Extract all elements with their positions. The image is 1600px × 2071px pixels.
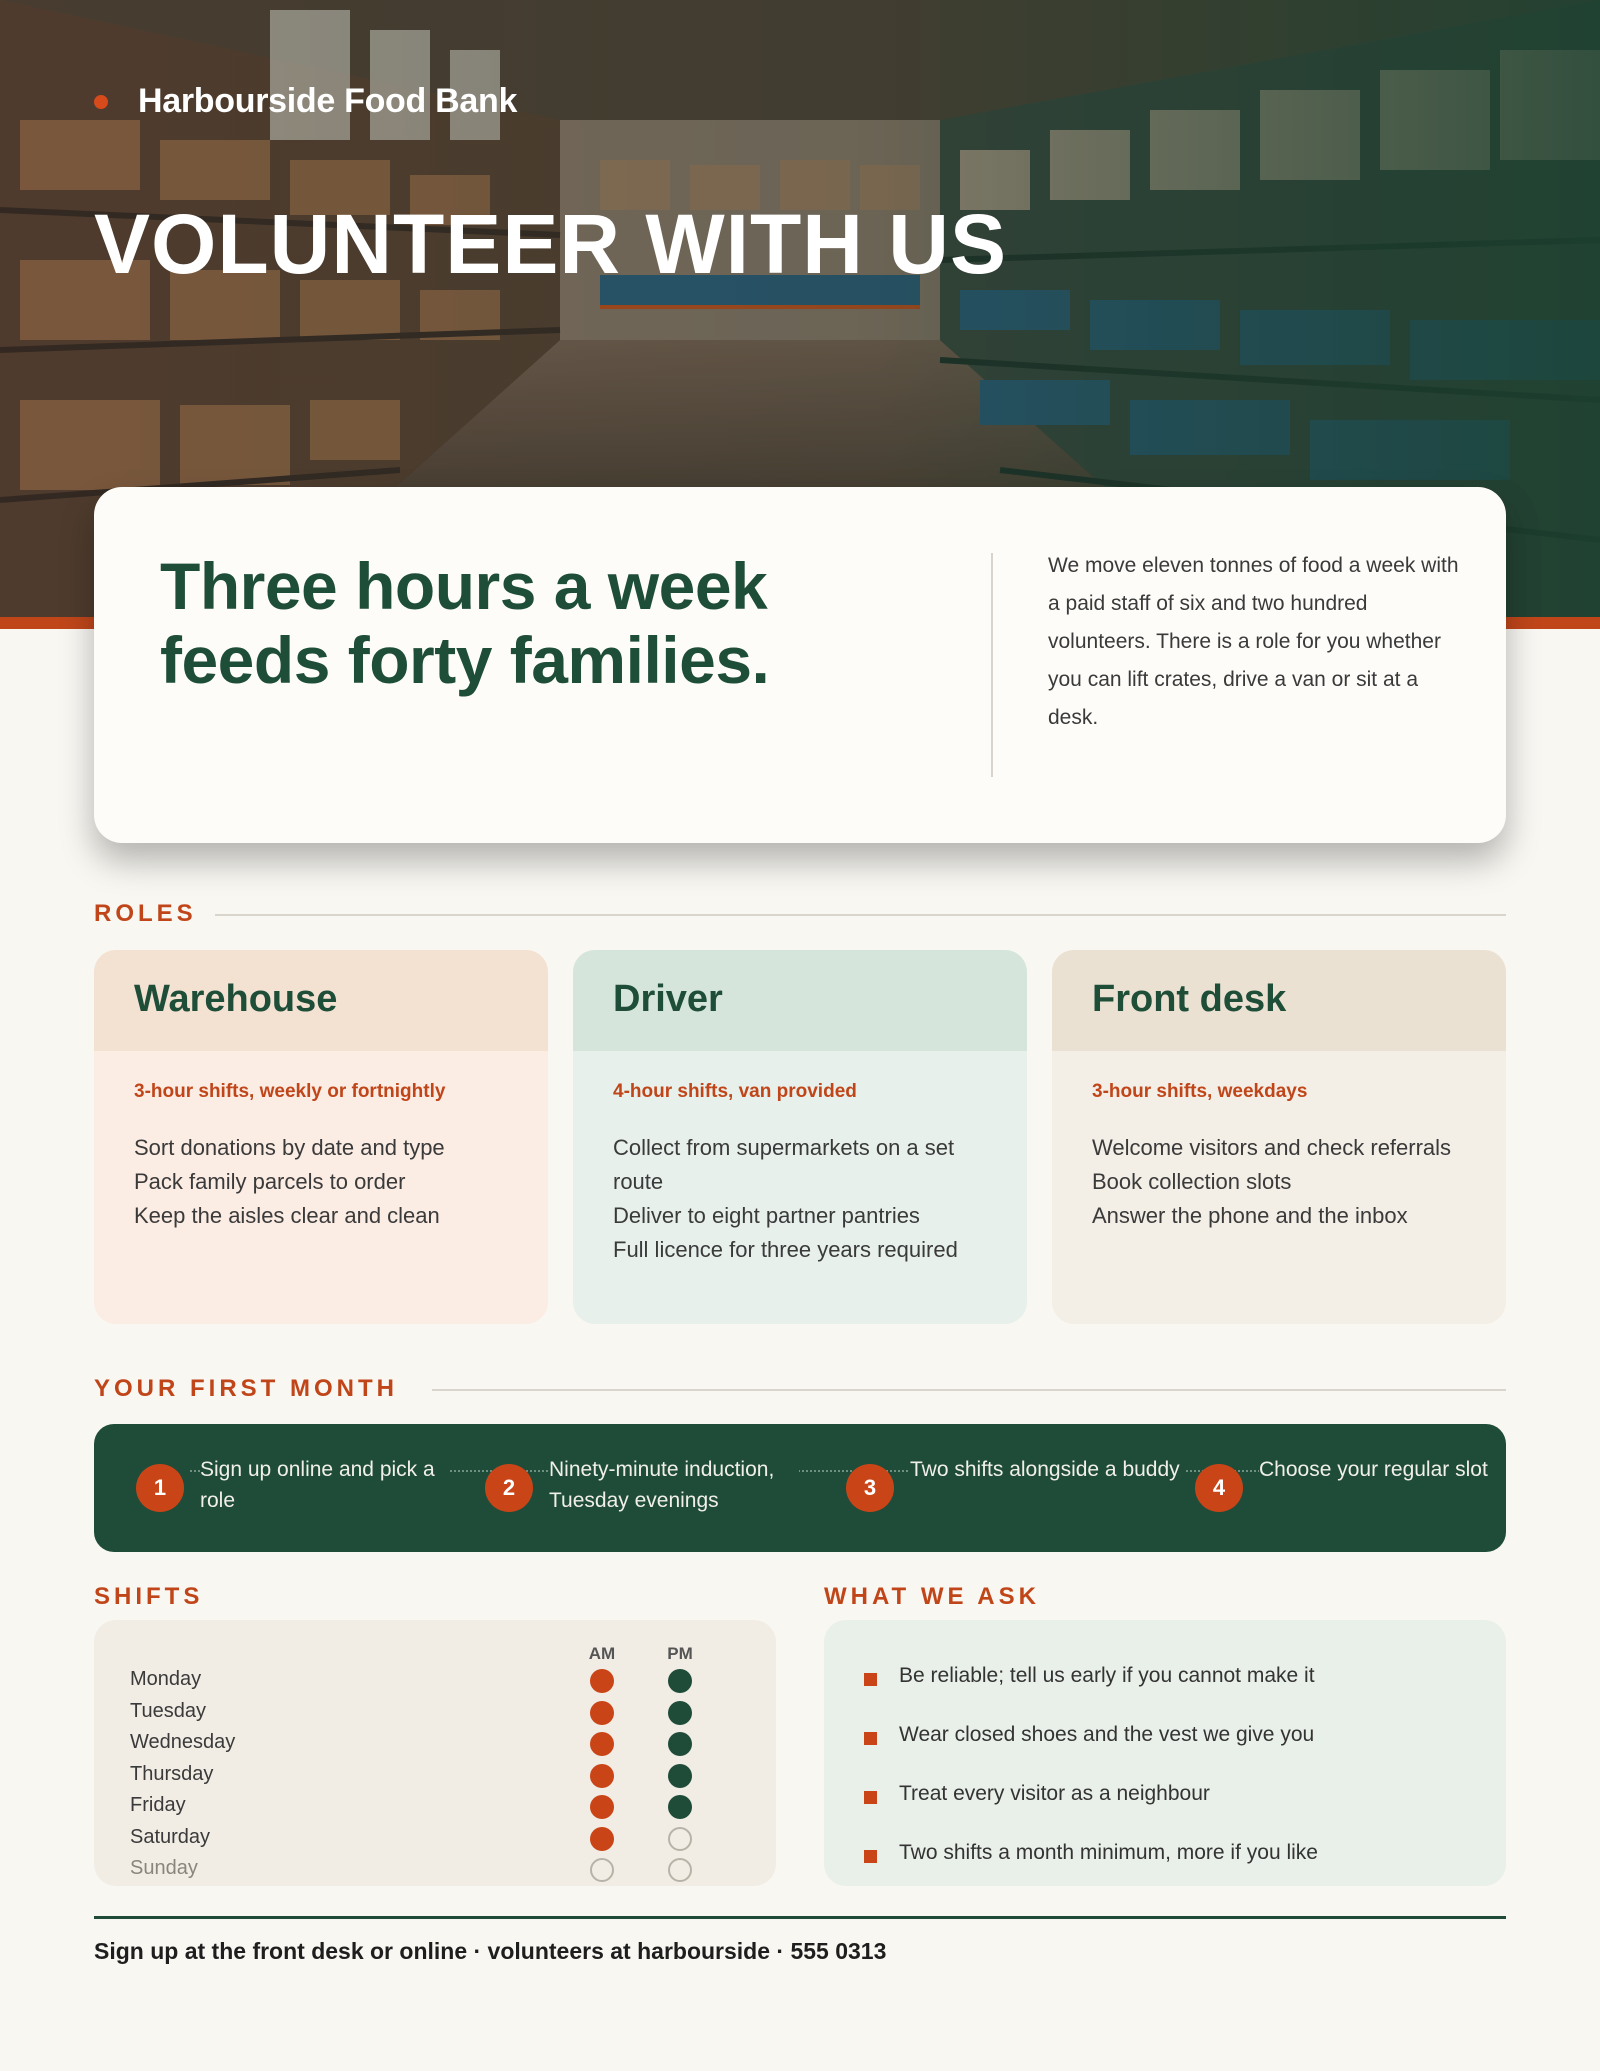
shift-day-label: Thursday bbox=[130, 1762, 214, 1785]
ask-list bbox=[824, 1620, 1506, 1886]
first-month-steps bbox=[94, 1424, 1506, 1552]
step-text: Sign up online and pick a role bbox=[200, 1454, 450, 1516]
role-card-driver bbox=[573, 950, 1027, 1324]
am-shift-available-dot bbox=[590, 1732, 614, 1756]
step-number: 3 bbox=[846, 1464, 894, 1512]
ask-item bbox=[864, 1723, 1314, 1747]
first-month-heading: YOUR FIRST MONTH bbox=[94, 1375, 398, 1402]
first-month-rule bbox=[432, 1389, 1506, 1391]
pm-column-label: PM bbox=[667, 1644, 693, 1663]
role-card-warehouse bbox=[94, 950, 548, 1324]
intro-body: We move eleven tonnes of food a week with a paid staff of six and two hundred volunteers. There is a role for you whether you can lift crates, drive a van or sit at a desk. bbox=[1048, 554, 1459, 729]
am-shift-available-dot bbox=[590, 1764, 614, 1788]
pm-shift-unavailable-dot bbox=[668, 1827, 692, 1851]
pm-shift-available-dot bbox=[668, 1701, 692, 1725]
role-title: Warehouse bbox=[94, 950, 548, 1051]
ask-item bbox=[864, 1841, 1318, 1865]
ask-item bbox=[864, 1782, 1210, 1806]
role-task: Pack family parcels to order bbox=[134, 1169, 406, 1194]
role-subtitle: 3-hour shifts, weekdays bbox=[1092, 1081, 1308, 1102]
footer-rule bbox=[94, 1916, 1506, 1919]
shift-day-label: Monday bbox=[130, 1668, 202, 1690]
intro-headline: Three hours a week feeds forty families. bbox=[160, 549, 770, 697]
role-task: Sort donations by date and type bbox=[134, 1135, 445, 1160]
step-number: 2 bbox=[485, 1464, 533, 1512]
intro-divider bbox=[991, 553, 993, 777]
intro-card bbox=[94, 487, 1506, 843]
shift-day-label: Wednesday bbox=[130, 1731, 236, 1753]
role-title: Driver bbox=[573, 950, 1027, 1051]
footer-contact: Sign up at the front desk or online · volunteers at harbourside · 555 0313 bbox=[94, 1938, 887, 1964]
shifts-heading: SHIFTS bbox=[94, 1583, 204, 1610]
step-text: Two shifts alongside a buddy bbox=[910, 1454, 1184, 1485]
am-shift-available-dot bbox=[590, 1669, 614, 1693]
role-task-list bbox=[94, 1103, 548, 1233]
role-subtitle: 4-hour shifts, van provided bbox=[613, 1081, 857, 1102]
ask-text: Be reliable; tell us early if you cannot make it bbox=[899, 1664, 1315, 1687]
role-task: Keep the aisles clear and clean bbox=[134, 1203, 440, 1228]
step-text: Ninety-minute induction, Tuesday evenings bbox=[549, 1454, 799, 1516]
step-number: 4 bbox=[1195, 1464, 1243, 1512]
roles-rule bbox=[215, 914, 1506, 916]
ask-text: Wear closed shoes and the vest we give you bbox=[899, 1723, 1315, 1746]
pm-shift-available-dot bbox=[668, 1764, 692, 1788]
roles-heading: ROLES bbox=[94, 900, 197, 927]
role-task: Welcome visitors and check referrals bbox=[1092, 1135, 1452, 1160]
ask-item bbox=[864, 1664, 1315, 1688]
square-bullet-icon bbox=[864, 1850, 877, 1863]
brand-name: Harbourside Food Bank bbox=[138, 82, 518, 120]
pm-shift-available-dot bbox=[668, 1669, 692, 1693]
step-number: 1 bbox=[136, 1464, 184, 1512]
am-shift-unavailable-dot bbox=[590, 1858, 614, 1882]
ask-text: Treat every visitor as a neighbour bbox=[899, 1782, 1210, 1805]
ask-text: Two shifts a month minimum, more if you like bbox=[899, 1841, 1318, 1864]
role-subtitle: 3-hour shifts, weekly or fortnightly bbox=[134, 1081, 446, 1102]
step-text: Choose your regular slot bbox=[1259, 1454, 1492, 1485]
am-column-label: AM bbox=[588, 1644, 616, 1663]
role-task-list bbox=[573, 1103, 1027, 1267]
shift-day-label: Friday bbox=[130, 1794, 186, 1816]
role-task: Book collection slots bbox=[1092, 1169, 1292, 1194]
role-task: Answer the phone and the inbox bbox=[1092, 1203, 1408, 1228]
pm-shift-unavailable-dot bbox=[668, 1858, 692, 1882]
role-task: Full licence for three years required bbox=[613, 1237, 958, 1262]
role-card-front-desk bbox=[1052, 950, 1506, 1324]
shift-day-label: Sunday bbox=[130, 1857, 198, 1879]
square-bullet-icon bbox=[864, 1673, 877, 1686]
role-task-list bbox=[1052, 1103, 1506, 1233]
am-shift-available-dot bbox=[590, 1795, 614, 1819]
role-task: Collect from supermarkets on a set route bbox=[613, 1135, 955, 1194]
shift-day-label: Saturday bbox=[130, 1825, 211, 1848]
square-bullet-icon bbox=[864, 1732, 877, 1745]
role-task: Deliver to eight partner pantries bbox=[613, 1203, 920, 1228]
brand-dot-icon bbox=[94, 95, 108, 109]
pm-shift-available-dot bbox=[668, 1795, 692, 1819]
ask-heading: WHAT WE ASK bbox=[824, 1583, 1040, 1610]
am-shift-available-dot bbox=[590, 1701, 614, 1725]
role-title: Front desk bbox=[1052, 950, 1506, 1051]
shifts-table bbox=[94, 1620, 776, 1886]
hero-title: VOLUNTEER WITH US bbox=[94, 197, 1007, 291]
brand bbox=[94, 82, 517, 121]
square-bullet-icon bbox=[864, 1791, 877, 1804]
am-shift-available-dot bbox=[590, 1827, 614, 1851]
pm-shift-available-dot bbox=[668, 1732, 692, 1756]
shift-day-label: Tuesday bbox=[130, 1699, 206, 1722]
